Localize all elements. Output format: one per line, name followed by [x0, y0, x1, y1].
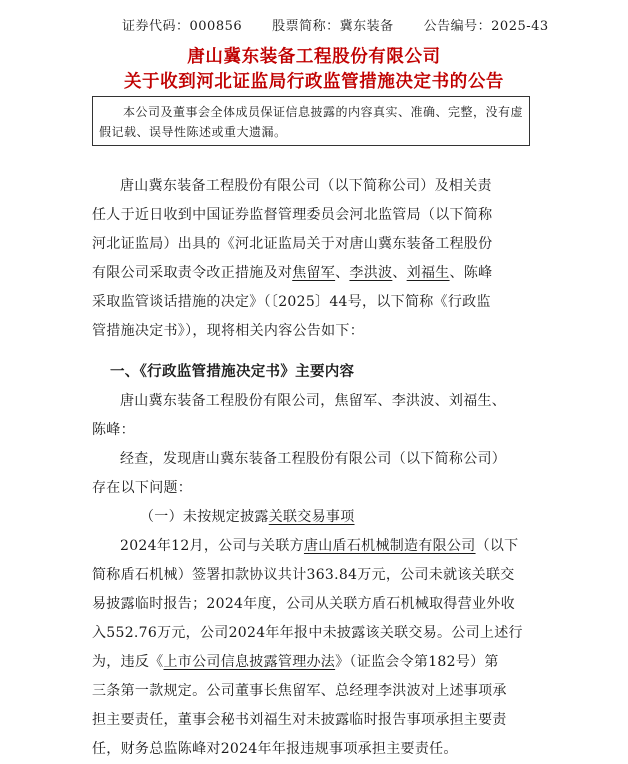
notice-number: 公告编号：2025-43: [423, 19, 549, 34]
person-name-link[interactable]: 焦留军: [292, 265, 336, 281]
paragraph-line: 任，财务总监陈峰对2024年年报违规事项承担主要责任。: [92, 741, 458, 757]
related-party-link[interactable]: 唐山盾石机械制造有限公司: [303, 538, 476, 554]
intro-line: 任人于近日收到中国证券监督管理委员会河北监管局（以下简称: [92, 207, 493, 223]
announcement-body: [92, 172, 542, 764]
addressee-line: 唐山冀东装备工程股份有限公司，焦留军、李洪波、刘福生、: [120, 393, 507, 409]
text-run: 2024年12月，公司与关联方: [120, 538, 304, 554]
intro-line: 管措施决定书》），现将相关内容公告如下：: [92, 323, 364, 339]
person-name-link[interactable]: 李洪波: [349, 265, 393, 281]
paragraph-line: 存在以下问题：: [92, 480, 193, 496]
regulation-link[interactable]: 上市公司信息披露管理办法: [163, 654, 336, 670]
text-run: 为，违反《: [92, 654, 164, 670]
paragraph-line: [92, 532, 542, 561]
text-run: （一）未按规定披露: [140, 509, 269, 525]
company-title: 唐山冀东装备工程股份有限公司: [187, 47, 441, 67]
intro-line: [92, 259, 542, 288]
stock-code: 证券代码：000856: [122, 19, 243, 34]
announcement-title: 关于收到河北证监局行政监管措施决定书的公告: [123, 72, 505, 92]
intro-line: 采取监管谈话措施的决定》（〔2025〕44号，以下简称《行政监: [92, 294, 491, 310]
text-run: 》（证监会令第182号）第: [335, 654, 499, 670]
person-name-link[interactable]: 刘福生: [406, 265, 450, 281]
intro-line: 河北证监局）出具的《河北证监局关于对唐山冀东装备工程股份: [92, 236, 493, 252]
paragraph-line: 简称盾石机械）签署扣款协议共计363.84万元，公司未就该关联交: [92, 567, 515, 583]
related-transaction-link[interactable]: 关联交易事项: [268, 509, 355, 525]
paragraph-line: 三条第一款规定。公司董事长焦留军、总经理李洪波对上述事项承: [92, 683, 507, 699]
subheading: [92, 503, 542, 532]
addressee-line: 陈峰：: [92, 422, 135, 438]
text-run: 有限公司采取责令改正措施及对: [92, 265, 293, 281]
text-run: （以下: [475, 538, 519, 554]
paragraph-line: 入552.76万元，公司2024年年报中未披露该关联交易。公司上述行: [92, 625, 523, 641]
document-header: [122, 15, 608, 34]
text-run: 、: [335, 265, 350, 281]
paragraph-line: 担主要责任，董事会秘书刘福生对未披露临时报告事项承担主要责: [92, 712, 507, 728]
text-run: 、: [392, 265, 407, 281]
text-run: 、陈峰: [449, 265, 493, 281]
disclaimer-box: 本公司及董事会全体成员保证信息披露的内容真实、准确、完整，没有虚假记载、误导性陈述或重大遗漏。: [92, 96, 530, 146]
section-heading: 一、《行政监管措施决定书》主要内容: [110, 364, 355, 380]
paragraph-line: 经查，发现唐山冀东装备工程股份有限公司（以下简称公司）: [120, 451, 507, 467]
intro-line: 唐山冀东装备工程股份有限公司（以下简称公司）及相关责: [120, 178, 492, 194]
stock-abbreviation: 股票简称：冀东装备: [272, 19, 394, 34]
paragraph-line: [92, 648, 542, 677]
paragraph-line: 易披露临时报告；2024年度，公司从关联方盾石机械取得营业外收: [92, 596, 515, 612]
